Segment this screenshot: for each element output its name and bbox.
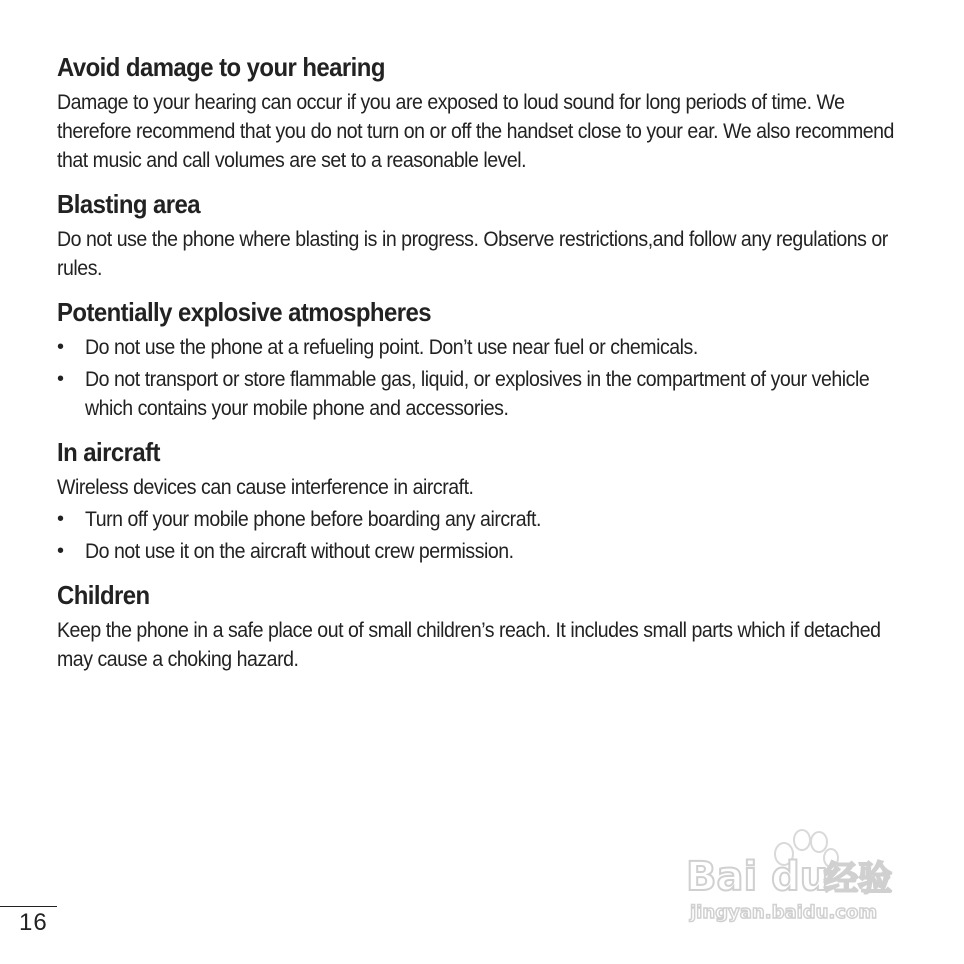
section-blasting [57,187,917,283]
page-number: 16 [19,909,48,936]
section-hearing [57,50,917,175]
section-paragraph: Do not use the phone where blasting is in progress. Observe restrictions,and follow any regulations or rules. [57,228,888,280]
list-item: • Turn off your mobile phone before boarding any aircraft. [57,505,917,534]
section-aircraft [57,435,917,566]
section-heading: Potentially explosive atmospheres [57,297,431,327]
section-paragraph: Wireless devices can cause interference in aircraft. [57,476,474,499]
document-page [57,50,917,686]
section-heading: Avoid damage to your hearing [57,52,385,82]
section-heading: Blasting area [57,189,201,219]
watermark-url: jingyan.baidu.com [690,902,878,923]
section-children [57,578,917,674]
watermark-chinese: 经验 [824,859,892,899]
section-heading: Children [57,580,150,610]
bullet-list [57,505,917,566]
section-paragraph: Keep the phone in a safe place out of small children’s reach. It includes small parts which if detached may cause a choking hazard. [57,619,881,671]
watermark-brand: Bai du [686,854,829,900]
list-item: • Do not transport or store flammable gas, liquid, or explosives in the compartment of your vehicle which contains your mobile phone and accessories. [57,365,917,423]
section-heading: In aircraft [57,437,160,467]
section-paragraph: Damage to your hearing can occur if you are exposed to loud sound for long periods of time. We therefore recommend that you do not turn on or off the handset close to your ear. We also recommend that music and call volumes are set to a reasonable level. [57,91,894,172]
bullet-list [57,333,917,423]
section-explosive [57,295,917,423]
baidu-watermark-logo [684,818,909,928]
list-item: • Do not use it on the aircraft without crew permission. [57,537,917,566]
footer-divider [0,906,57,907]
list-item: • Do not use the phone at a refueling point. Don’t use near fuel or chemicals. [57,333,917,362]
